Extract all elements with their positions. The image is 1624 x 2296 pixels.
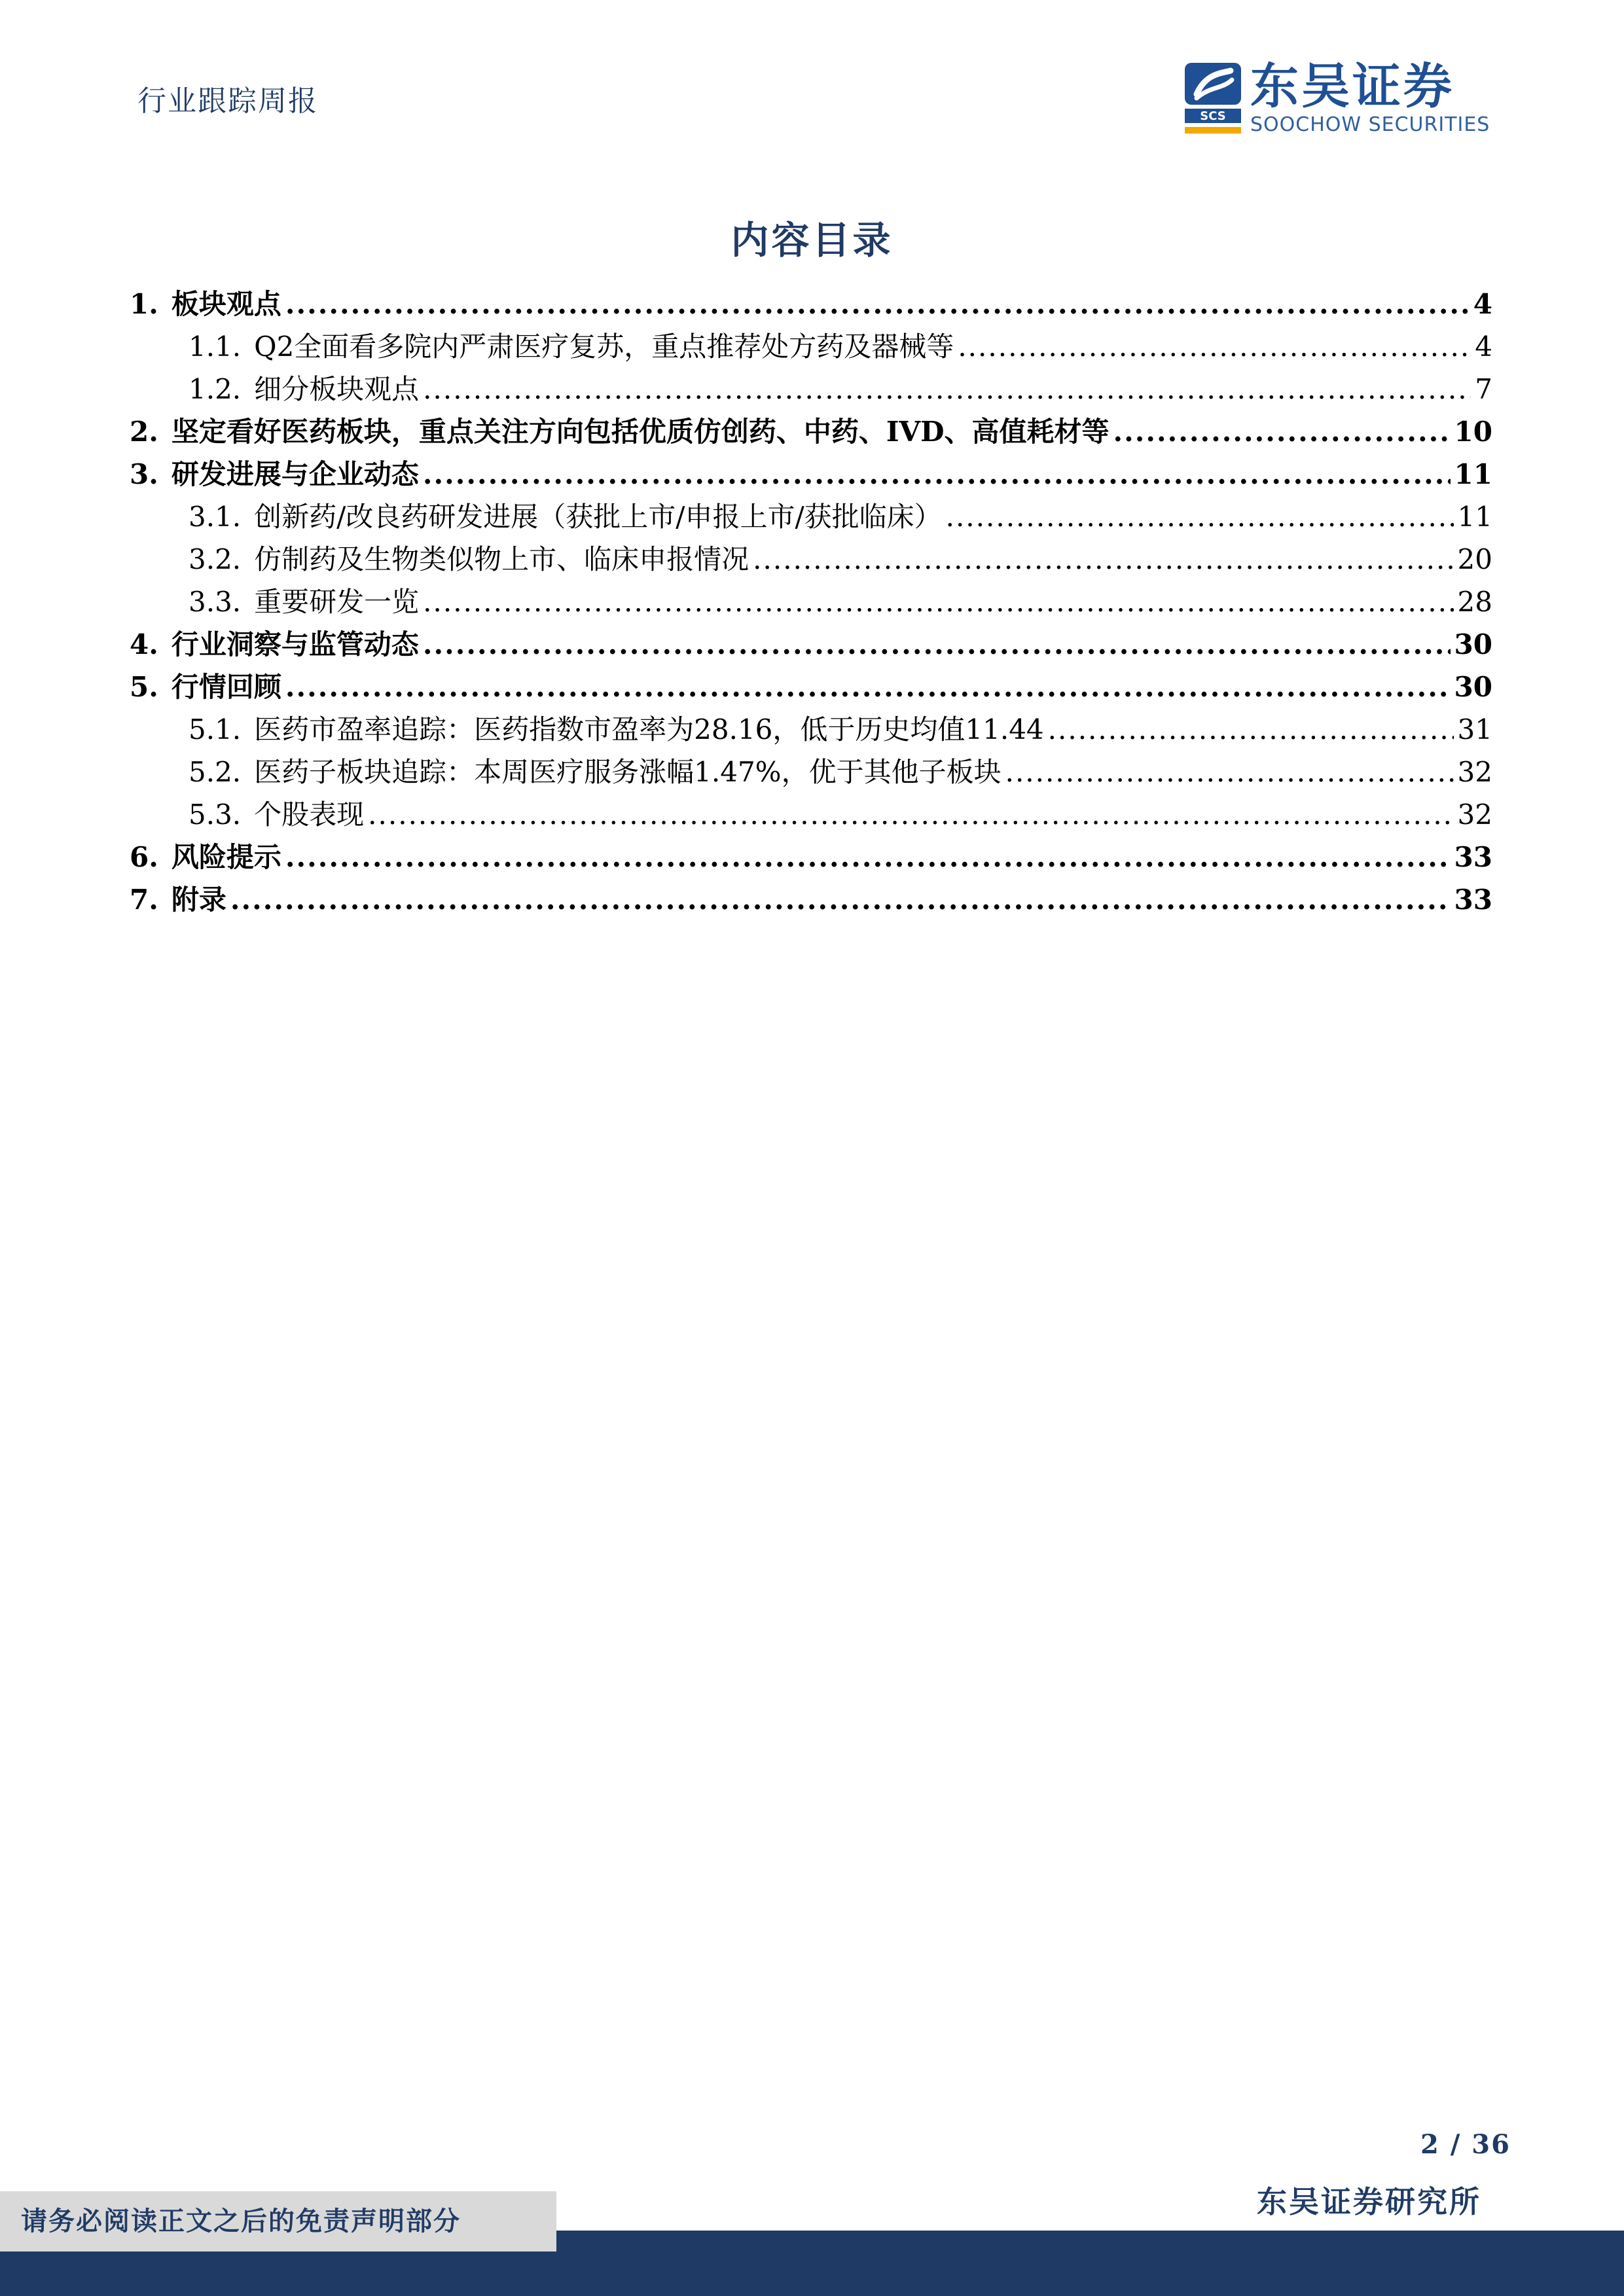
- toc-entry-number: 1.: [130, 288, 158, 320]
- toc-entry-page: 33: [1454, 884, 1492, 916]
- toc-leader-dots: [1005, 756, 1454, 788]
- toc-entry-page: 4: [1473, 288, 1492, 320]
- toc-entry-page: 28: [1457, 586, 1492, 618]
- toc-leader-dots: [285, 288, 1470, 320]
- toc-entry-number: 3.1.: [189, 501, 242, 533]
- toc-entry-text: Q2全面看多院内严肃医疗复苏，重点推荐处方药及器械等: [254, 331, 954, 363]
- toc-entry-number: 5.: [130, 671, 158, 703]
- toc-entry[interactable]: [130, 581, 1492, 623]
- toc-entry[interactable]: [130, 836, 1492, 878]
- company-logo: [1183, 60, 1504, 139]
- toc-entry-page: 10: [1454, 416, 1492, 448]
- toc-entry-text: 个股表现: [254, 798, 365, 831]
- toc-leader-dots: [423, 458, 1451, 490]
- toc-entry-text: 板块观点: [171, 288, 281, 320]
- toc-entry-page: 32: [1457, 798, 1492, 831]
- toc-entry[interactable]: [130, 666, 1492, 708]
- toc-entry[interactable]: [130, 793, 1492, 836]
- toc-entry-page: 30: [1454, 628, 1492, 660]
- toc-entry-number: 4.: [130, 628, 158, 660]
- toc-entry-text: 仿制药及生物类似物上市、临床申报情况: [254, 543, 749, 575]
- toc-entry-number: 7.: [130, 884, 158, 916]
- toc-entry-text: 坚定看好医药板块，重点关注方向包括优质仿创药、中药、IVD、高值耗材等: [171, 416, 1110, 448]
- toc-entry-text: 风险提示: [171, 841, 281, 873]
- toc-entry-text: 医药市盈率追踪：医药指数市盈率为28.16，低于历史均值11.44: [254, 713, 1044, 745]
- toc-leader-dots: [1113, 416, 1451, 448]
- toc-entry[interactable]: [130, 708, 1492, 751]
- scs-logo-icon: [1183, 60, 1244, 136]
- toc-entry[interactable]: [130, 538, 1492, 581]
- toc-entry-text: 研发进展与企业动态: [171, 458, 419, 490]
- disclaimer-notice: 请务必阅读正文之后的免责声明部分: [0, 2191, 556, 2251]
- toc-entry[interactable]: [130, 368, 1492, 410]
- toc-entry[interactable]: [130, 410, 1492, 453]
- institution-name: 东吴证券研究所: [1257, 2184, 1481, 2219]
- toc-leader-dots: [423, 586, 1453, 618]
- logo-english-name: SOOCHOW SECURITIES: [1250, 113, 1490, 136]
- toc-entry-number: 6.: [130, 841, 158, 873]
- toc-entry-number: 5.2.: [189, 756, 242, 788]
- toc-leader-dots: [230, 884, 1451, 916]
- toc-entry-text: 重要研发一览: [254, 586, 420, 618]
- logo-mark-text: SCS: [1200, 109, 1226, 123]
- toc-entry-text: 行情回顾: [171, 671, 281, 703]
- page-indicator: 2 / 36: [1420, 2129, 1511, 2160]
- toc-entry-number: 3.: [130, 458, 158, 490]
- toc-entry-number: 3.2.: [189, 543, 242, 575]
- toc-entry[interactable]: [130, 325, 1492, 368]
- toc-leader-dots: [368, 798, 1453, 831]
- toc-leader-dots: [753, 543, 1453, 575]
- logo-chinese-name: 东吴证券: [1250, 58, 1454, 115]
- toc-entry-number: 3.3.: [189, 586, 242, 618]
- toc-leader-dots: [285, 671, 1451, 703]
- toc-leader-dots: [423, 373, 1471, 405]
- toc-entry-page: 31: [1457, 713, 1492, 745]
- toc-entry-page: 33: [1454, 841, 1492, 873]
- toc-entry-page: 11: [1454, 458, 1492, 490]
- table-of-contents: [130, 283, 1492, 921]
- toc-entry-text: 附录: [171, 884, 226, 916]
- toc-entry-page: 20: [1457, 543, 1492, 575]
- toc-entry-number: 2.: [130, 416, 158, 448]
- toc-entry[interactable]: [130, 283, 1492, 325]
- toc-entry[interactable]: [130, 751, 1492, 793]
- toc-title: 内容目录: [731, 218, 893, 262]
- toc-leader-dots: [423, 628, 1451, 660]
- toc-leader-dots: [946, 501, 1454, 533]
- toc-entry-number: 1.1.: [189, 331, 242, 363]
- toc-leader-dots: [285, 841, 1451, 873]
- toc-entry-number: 5.1.: [189, 713, 242, 745]
- toc-entry[interactable]: [130, 453, 1492, 495]
- toc-entry-text: 细分板块观点: [254, 373, 420, 405]
- toc-entry[interactable]: [130, 623, 1492, 666]
- toc-entry-number: 1.2.: [189, 373, 242, 405]
- toc-entry-page: 30: [1454, 671, 1492, 703]
- toc-leader-dots: [958, 331, 1471, 363]
- toc-entry-text: 创新药/改良药研发进展（获批上市/申报上市/获批临床）: [254, 501, 942, 533]
- toc-entry[interactable]: [130, 878, 1492, 921]
- toc-leader-dots: [1048, 713, 1454, 745]
- report-type-label: 行业跟踪周报: [137, 84, 318, 118]
- toc-entry-text: 医药子板块追踪：本周医疗服务涨幅1.47%，优于其他子板块: [254, 756, 1001, 788]
- toc-entry-page: 4: [1475, 331, 1492, 363]
- toc-entry-page: 11: [1457, 501, 1492, 533]
- toc-entry-number: 5.3.: [189, 798, 242, 831]
- toc-entry[interactable]: [130, 495, 1492, 538]
- toc-entry-page: 32: [1457, 756, 1492, 788]
- toc-entry-text: 行业洞察与监管动态: [171, 628, 419, 660]
- toc-entry-page: 7: [1475, 373, 1492, 405]
